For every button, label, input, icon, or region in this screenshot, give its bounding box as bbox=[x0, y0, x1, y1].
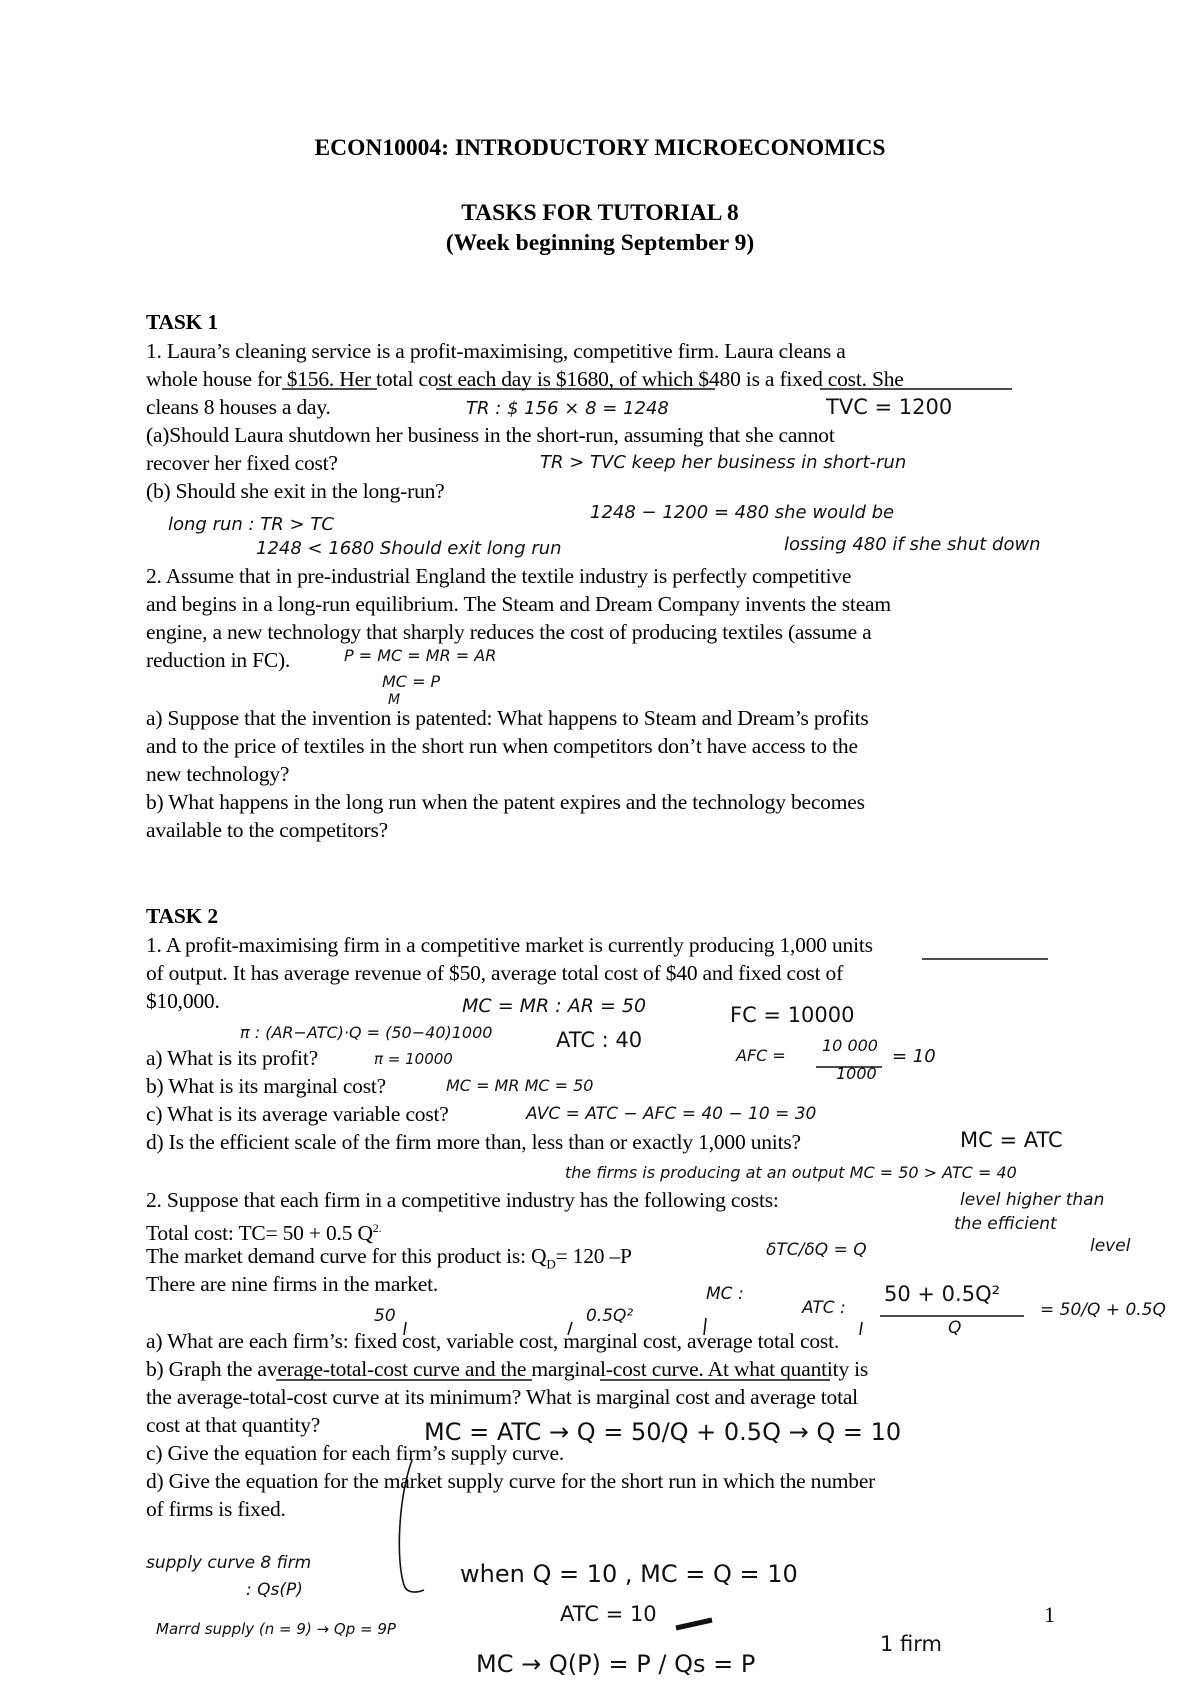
hw-one-firm: 1 firm bbox=[880, 1632, 942, 1656]
hw-half-q2: 0.5Q² bbox=[586, 1306, 634, 1326]
hw-avc: AVC = ATC − AFC = 40 − 10 = 30 bbox=[526, 1104, 817, 1124]
hw-losing: lossing 480 if she shut down bbox=[784, 534, 1041, 555]
hw-afc-label: AFC = bbox=[736, 1046, 786, 1065]
hw-mc-ar: MC = MR : AR = 50 bbox=[462, 995, 647, 1017]
task2-q1-line: d) Is the efficient scale of the firm more than, less than or exactly 1,000 units? bbox=[146, 1130, 801, 1154]
task1-q1-line: 1. Laura’s cleaning service is a profit-maximising, competitive firm. Laura cleans a bbox=[146, 339, 846, 363]
hw-producing: the firms is producing at an output MC = 50 > ATC = 40 bbox=[565, 1163, 1017, 1182]
bracket-arrow bbox=[399, 1460, 424, 1592]
hw-atc-res: = 50/Q + 0.5Q bbox=[1040, 1300, 1166, 1320]
task2-q1-line: $10,000. bbox=[146, 989, 220, 1013]
week-title: (Week beginning September 9) bbox=[445, 230, 755, 256]
hw-atc-label: ATC : bbox=[802, 1298, 846, 1318]
task1-q2-line: new technology? bbox=[146, 762, 290, 786]
task1-q1-line: recover her fixed cost? bbox=[146, 451, 338, 475]
task1-q1-line: (a)Should Laura shutdown her business in the short-run, assuming that she cannot bbox=[146, 423, 835, 447]
task1-q1-line: cleans 8 houses a day. bbox=[146, 395, 331, 419]
task2-heading: TASK 2 bbox=[146, 904, 218, 928]
task2-q1-line: 1. A profit-maximising firm in a competitive market is currently producing 1,000 units bbox=[146, 933, 873, 957]
hw-profit: π = 10000 bbox=[374, 1050, 453, 1068]
task2-q2-line: of firms is fixed. bbox=[146, 1497, 286, 1521]
hw-atc-40: ATC : 40 bbox=[556, 1028, 643, 1052]
tasks-title: TASKS FOR TUTORIAL 8 bbox=[461, 200, 739, 226]
hw-afc-res: = 10 bbox=[892, 1046, 936, 1067]
task2-q1-line: c) What is its average variable cost? bbox=[146, 1102, 449, 1126]
hw-m: M bbox=[388, 692, 401, 708]
hw-fc: FC = 10000 bbox=[730, 1003, 855, 1027]
hw-mcp: MC = P bbox=[382, 672, 441, 691]
hw-atc-10: ATC = 10 bbox=[560, 1602, 657, 1626]
task1-q1-line: (b) Should she exit in the long-run? bbox=[146, 479, 445, 503]
hw-when-q: when Q = 10 , MC = Q = 10 bbox=[460, 1560, 798, 1588]
hw-lr-compare: 1248 < 1680 Should exit long run bbox=[256, 538, 562, 559]
task1-q1-line: whole house for $156. Her total cost each day is $1680, of which $480 is a fixed cost. She bbox=[146, 367, 904, 391]
course-title: ECON10004: INTRODUCTORY MICROECONOMICS bbox=[314, 135, 886, 161]
hw-atc-den: Q bbox=[948, 1318, 962, 1338]
hw-pmc: P = MC = MR = AR bbox=[344, 646, 497, 665]
task1-q2-line: available to the competitors? bbox=[146, 818, 388, 842]
task2-q1-line: b) What is its marginal cost? bbox=[146, 1074, 387, 1098]
task2-q2-line: b) Graph the average-total-cost curve and the marginal-cost curve. At what quantity is bbox=[146, 1357, 869, 1381]
task1-q2-line: 2. Assume that in pre-industrial England the textile industry is perfectly competitive bbox=[146, 564, 852, 588]
arrow-fifty bbox=[404, 1322, 406, 1335]
hw-atc-num: 50 + 0.5Q² bbox=[884, 1282, 1001, 1306]
hw-level-2: the efficient bbox=[954, 1214, 1057, 1234]
hw-market-supply: Marrd supply (n = 9) → Qp = 9P bbox=[156, 1620, 396, 1638]
hw-mc-atc: MC = ATC bbox=[960, 1128, 1063, 1152]
hw-tr-tvc: TR > TVC keep her business in short-run bbox=[540, 452, 907, 473]
task2-q2-line: the average-total-cost curve at its minimum? What is marginal cost and average total bbox=[146, 1385, 858, 1409]
task2-q2-line: c) Give the equation for each firm’s supply curve. bbox=[146, 1441, 565, 1465]
hw-afc-den: 1000 bbox=[836, 1064, 877, 1083]
arrow-mc bbox=[704, 1318, 706, 1335]
hw-supply-curve: supply curve 8 firm bbox=[146, 1553, 312, 1573]
task2-q2-line: There are nine firms in the market. bbox=[146, 1272, 439, 1296]
task2-q2-line: d) Give the equation for the market supply curve for the short run in which the number bbox=[146, 1469, 876, 1493]
task2-q1-line: of output. It has average revenue of $50, average total cost of $40 and fixed cost of bbox=[146, 961, 844, 985]
arrow-atc bbox=[860, 1322, 862, 1335]
hw-level-1: level higher than bbox=[960, 1190, 1105, 1210]
arrow-half-q2 bbox=[568, 1322, 572, 1335]
task2-q2-line: The market demand curve for this product is: $Q_D= 120$ –P bbox=[146, 1244, 632, 1272]
task2-q2-line: Total cost: TC= 50 + 0.5 $Q^{2.}$ bbox=[146, 1221, 382, 1246]
hw-tvc: TVC = 1200 bbox=[826, 395, 953, 419]
hw-supply-qs: : Qs(P) bbox=[246, 1580, 303, 1600]
task1-q2-line: reduction in FC). bbox=[146, 648, 291, 672]
hw-mc-colon: MC : bbox=[706, 1284, 744, 1304]
hw-mc-final: MC → Q(P) = P / Qs = P bbox=[476, 1650, 756, 1678]
task2-q2-line: a) What are each firm’s: fixed cost, variable cost, marginal cost, average total cost. bbox=[146, 1329, 840, 1353]
hw-fifty: 50 bbox=[374, 1306, 396, 1326]
hw-long-run: long run : TR > TC bbox=[168, 514, 334, 535]
task1-q2-line: a) Suppose that the invention is patented: What happens to Steam and Dream’s profits bbox=[146, 706, 869, 730]
task1-q2-line: engine, a new technology that sharply reduces the cost of producing textiles (assume a bbox=[146, 620, 872, 644]
hw-mc-mr: MC = MR MC = 50 bbox=[446, 1076, 594, 1095]
task2-q2-line: cost at that quantity? bbox=[146, 1413, 321, 1437]
atc-scribble bbox=[676, 1620, 712, 1628]
hw-afc-num: 10 000 bbox=[822, 1036, 878, 1055]
task2-q1-line: a) What is its profit? bbox=[146, 1046, 318, 1070]
hw-profit-formula: π : (AR−ATC)·Q = (50−40)1000 bbox=[240, 1023, 493, 1042]
task1-q2-line: and begins in a long-run equilibrium. The Steam and Dream Company invents the steam bbox=[146, 592, 891, 616]
hw-diff: 1248 − 1200 = 480 she would be bbox=[590, 502, 895, 523]
hw-tr-calc: TR : $ 156 × 8 = 1248 bbox=[466, 398, 669, 419]
task1-q2-line: and to the price of textiles in the short run when competitors don’t have access to the bbox=[146, 734, 858, 758]
hw-mc-atc-eq: MC = ATC → Q = 50/Q + 0.5Q → Q = 10 bbox=[424, 1418, 902, 1446]
task2-q2-line: 2. Suppose that each firm in a competitive industry has the following costs: bbox=[146, 1188, 779, 1212]
hw-level-3: level bbox=[1090, 1236, 1131, 1256]
page-number: 1 bbox=[1044, 1602, 1055, 1627]
task1-heading: TASK 1 bbox=[146, 310, 218, 334]
task1-q2-line: b) What happens in the long run when the patent expires and the technology becomes bbox=[146, 790, 865, 814]
hw-dtc-dq: δTC/δQ = Q bbox=[766, 1240, 867, 1260]
